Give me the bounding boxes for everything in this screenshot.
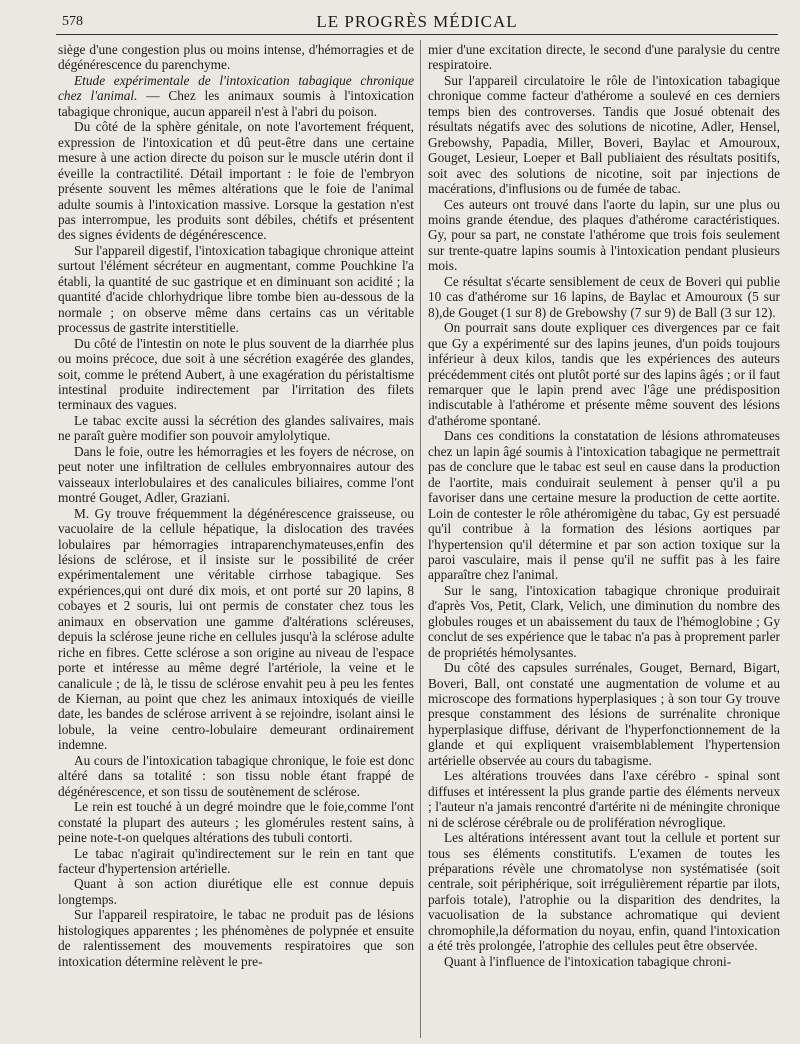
paragraph: Le tabac excite aussi la sécrétion des glandes salivaires, mais ne paraît guère modifier son pouvoir amylolytique. xyxy=(58,412,414,444)
paragraph: Ces auteurs ont trouvé dans l'aorte du lapin, sur une plus ou moins grande étendue, des plaques d'athérome caractéristiques. Gy, pour sa part, ne constate l'athérome que trois fois seulement sur trente-quatre lapins soumis à l'intoxication pendant plusieurs mois. xyxy=(428,196,780,274)
paragraph: Quant à son action diurétique elle est connue depuis longtemps. xyxy=(58,876,414,907)
paragraph: Sur l'appareil digestif, l'intoxication tabagique chronique atteint surtout l'élément sécréteur en augmentant, comme Pouchkine l'a établi, la quantité de suc gastrique et en diminuant son acidité ; la quantité d'acide chlorhydrique libre tombe bien au-dessous de la normale ; on observe même dans certains cas un véritable processus de gastrite interstitielle. xyxy=(58,242,414,336)
page-header xyxy=(56,10,778,32)
paragraph: Dans le foie, outre les hémorragies et les foyers de nécrose, on peut noter une infiltration de cellules embryonnaires autour des vaisseaux interlobulaires et des canalicules biliaires, comme l'ont montré Gouget, Adler, Graziani. xyxy=(58,443,414,506)
paragraph: Sur l'appareil respiratoire, le tabac ne produit pas de lésions histologiques apparentes ; les phénomènes de polypnée et ensuite de ralentissement des mouvements respiratoires que son intoxication détermine relèvent le pre- xyxy=(58,907,414,969)
paragraph: Dans ces conditions la constatation de lésions athromateuses chez un lapin âgé soumis à l'intoxication tabagique ne permettrait pas de conclure que le tabac est seul en cause dans la production de l'aortite, mais conduirait seulement à penser qu'il a pu favoriser dans une certaine mesure la production de cette aortite. Loin de contester le rôle athéromigène du tabac, Gy est persuadé qu'il contribue à la formation des lésions aortiques par l'hypertension qu'il détermine et par son action toxique sur la paroi vasculaire, mais il pense qu'il ne suffit pas à les faire apparaître chez l'animal. xyxy=(428,428,780,583)
journal-title: LE PROGRÈS MÉDICAL xyxy=(316,12,518,31)
paragraph: On pourrait sans doute expliquer ces divergences par ce fait que Gy a expérimenté sur des lapins jeunes, d'un poids toujours inférieur à deux kilos, tandis que les expériences des auteurs précédemment cités ont plutôt porté sur des lapins âgés ; or il faut remarquer que le lapin prend avec l'âge une prédisposition indiscutable à l'athérome et présente même souvent des lésions d'athérome spontané. xyxy=(428,320,780,428)
page-number: 578 xyxy=(62,14,83,29)
paragraph: Quant à l'influence de l'intoxication tabagique chroni- xyxy=(444,953,732,969)
paragraph: Du côté de la sphère génitale, on note l'avortement fréquent, expression de l'intoxication et dû peut-être dans une certaine mesure à une action directe du poison sur le muscle utérin dont il éveille la contractilité. Détail important : le foie de l'embryon présente souvent les mêmes altérations que le foie de l'animal adulte soumis à l'intoxication massive. Lorsque la gestation n'est pas interrompue, les produits sont débiles, chétifs et présentent des signes évidents de dégénérescence. xyxy=(58,119,414,243)
paragraph: Sur l'appareil circulatoire le rôle de l'intoxication tabagique chronique comme facteur d'athérome a soulevé en ces derniers temps bien des controverses. Tandis que Josué obtenait des résultats négatifs avec des solutions de nicotine, Adler, Hensel, Grebowshy, Papadia, Miller, Boveri, Baylac et Amouroux, Gouget, Lesieur, Loeper et Ball publiaient des résultats positifs, soit avec des solutions de nicotine, soit par injections de macérations, d'influsions ou de fumée de tabac. xyxy=(428,72,780,197)
paragraph: Du côté de l'intestin on note le plus souvent de la diarrhée plus ou moins précoce, due soit à une sécrétion exagérée des glandes, soit, comme le prétend Aubert, à une exagération du péristaltisme intestinal produite indirectement par l'irritation des filets terminaux des vagues. xyxy=(58,335,414,413)
paragraph: Le tabac n'agirait qu'indirectement sur le rein en tant que facteur d'hypertension artérielle. xyxy=(58,845,414,877)
paragraph: M. Gy trouve fréquemment la dégénérescence graisseuse, ou vacuolaire de la cellule hépatique, la dislocation des travées lobulaires par hémorragies intraparenchymateuses,enfin des lésions de sclérose, et il insiste sur le possibilité de créer expérimentalement une véritable cirrhose tabagique. Ses expériences,qui ont duré dix mois, et ont porté sur 20 lapins, 8 cobayes et 2 souris, lui ont permis de constater chez tous les animaux en observation une gamme d'altérations scléreuses, depuis la sclérose jeune riche en cellules jusqu'à la sclérose adulte riche en fibres. Cette sclérose a son origine au niveau de l'espace porte et intéresse au même degré l'artériole, la veine et le canalicule ; de là, le tissu de sclérose envahit peu à peu les fentes de Kiernan, au point que chez les animaux intoxiqués de vieille date, les bandes de sclérose arrivent à se rejoindre, isolant ainsi le lobule, la veine centro-lobulaire demeurant ordinairement indemne. xyxy=(58,505,414,753)
paragraph: Le rein est touché à un degré moindre que le foie,comme l'ont constaté la plupart des auteurs ; les glomérules restent sains, à peine note-t-on quelques altérations des tubuli contorti. xyxy=(58,799,414,846)
paragraph: Au cours de l'intoxication tabagique chronique, le foie est donc altéré dans sa totalité : son tissu noble étant frappé de dégénérescence, et son tissu de soutènement de sclérose. xyxy=(58,752,414,799)
left-column xyxy=(58,42,414,1036)
paragraph: Les altérations trouvées dans l'axe cérébro - spinal sont diffuses et intéressent la plus grande partie des éléments nerveux ; l'auteur n'a jamais rencontré d'artérite ni de méningite chronique ni de sclérose cérébrale ou de prolifération névroglique. xyxy=(428,768,780,830)
paragraph: siège d'une congestion plus ou moins intense, d'hémorragies et de dégénérescence du parenchyme. xyxy=(58,42,414,73)
paragraph: Ce résultat s'écarte sensiblement de ceux de Boveri qui publie 10 cas d'athérome sur 16 lapins, de Baylac et Amouroux (5 sur 8),de Gouget (1 sur 8) de Grebowshy (7 sur 9) de Ball (3 sur 12). xyxy=(428,273,780,320)
header-rule xyxy=(56,34,778,35)
section-heading: Etude expérimentale de l'intoxication tabagique chronique chez l'animal. xyxy=(58,72,414,104)
section-paragraph xyxy=(58,73,414,119)
right-column xyxy=(428,42,780,1036)
paragraph: mier d'une excitation directe, le second d'une paralysie du centre respiratoire. xyxy=(428,42,780,73)
column-divider xyxy=(420,40,421,1038)
paragraph: Les altérations intéressent avant tout la cellule et portent sur tous ses éléments constitutifs. L'examen de toutes les préparations révèle une chromatolyse non systématisée (soit centrale, soit périphérique, soit irrégulièrement répartie par ilots, parfois totale), l'atrophie ou la disparition des dendrites, la vacuolisation de la substance achromatique qui devient chromophile,la déformation du noyau, enfin, quand l'intoxication a été très prolongée, l'atrophie des cellules peut être observée. xyxy=(428,830,780,954)
paragraph: Du côté des capsules surrénales, Gouget, Bernard, Bigart, Boveri, Ball, ont constaté une augmentation de volume et au microscope des formations hyperplasiques ; à son tour Gy trouve presque constamment des lésions de surrénalite chronique hyperplasique diffuse, dérivant de l'hyperfonctionnement de la glande et qui expliquent vraisemblablement l'hypertension artérielle observée au cours du tabagisme. xyxy=(428,660,780,768)
paragraph: Sur le sang, l'intoxication tabagique chronique produirait d'après Vos, Petit, Clark, Velich, une diminution du nombre des globules rouges et un abaissement du taux de l'hémoglobine ; Gy conclut de ses expérience que le tabac n'a pas à proprement parler de propriétés hémolysantes. xyxy=(428,582,780,660)
section-intro-text: — Chez les animaux soumis à l'intoxication tabagique chronique, aucun appareil n'est à l'abri du poison. xyxy=(58,88,414,119)
